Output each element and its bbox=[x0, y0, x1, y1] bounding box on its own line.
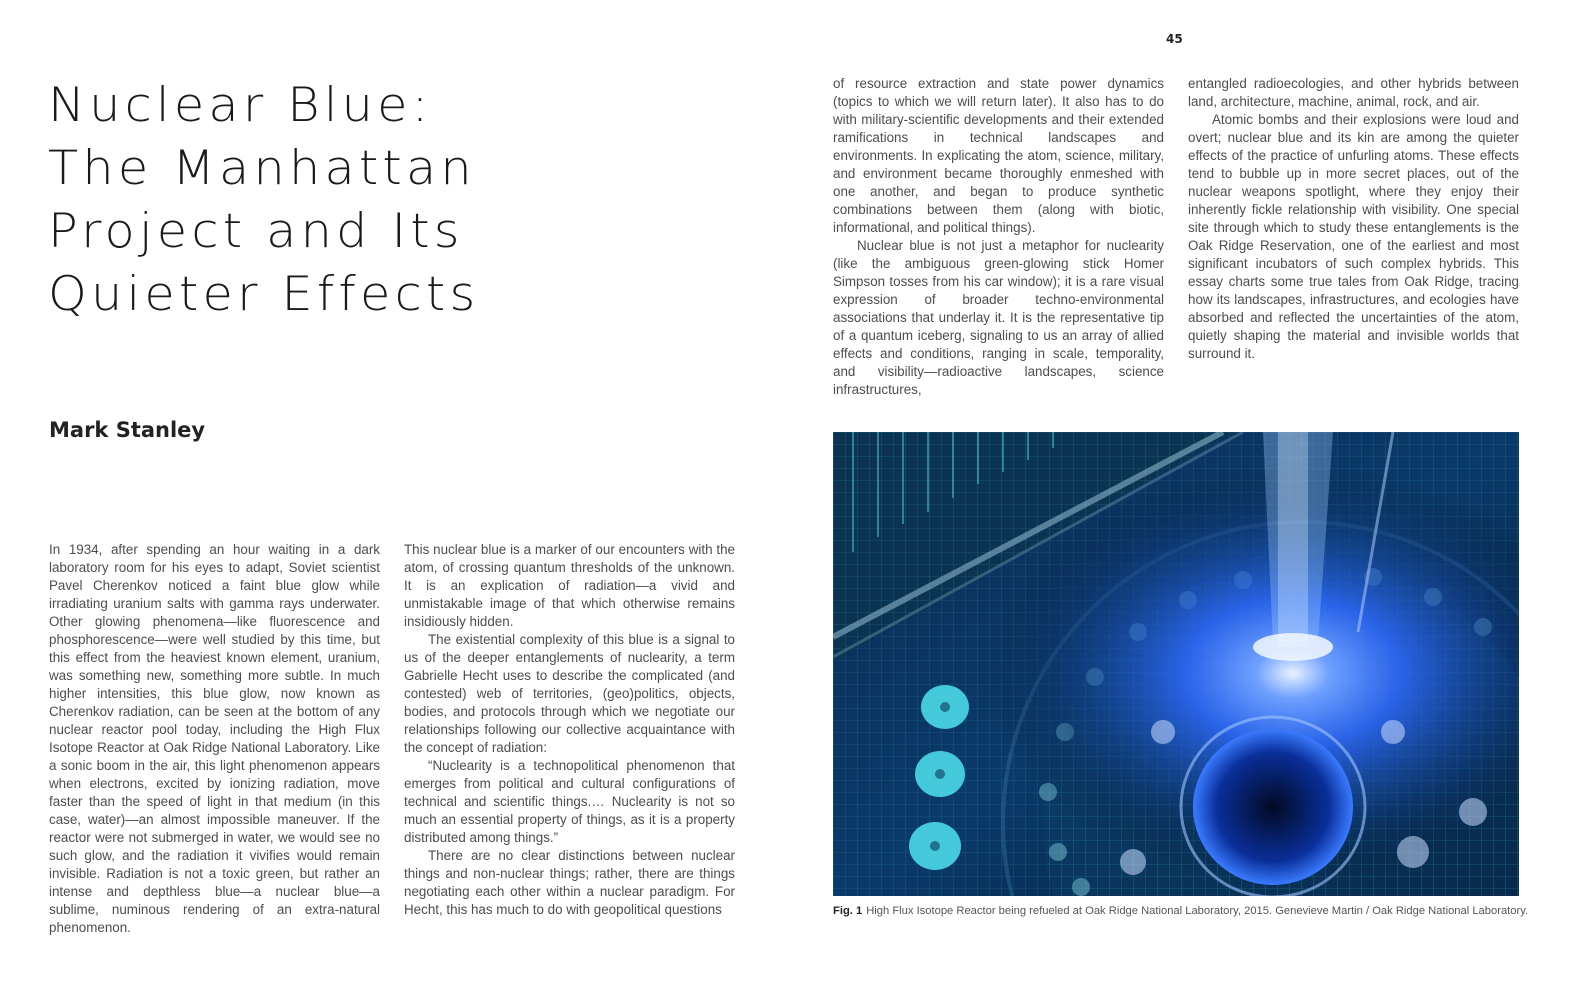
paragraph: of resource extraction and state power dynamics (topics to which we will return later). It also has to do with military-scientific developments and their extended ramifications in technical landscapes and environments. In explicating the atom, science, military, and environment became thoroughly enmeshed with one another, and began to produce synthetic combinations between them (along with biotic, informational, and political things). bbox=[833, 76, 1164, 235]
quote-paragraph: “Nuclearity is a technopolitical phenomenon that emerges from political and cultural configurations of technical and scientific things.… Nuclearity is not so much an essential property of things, as it is a property distributed among things.” bbox=[404, 758, 735, 845]
figure-label: Fig. 1 bbox=[833, 905, 863, 917]
reactor-photo bbox=[833, 432, 1519, 896]
author-name: Mark Stanley bbox=[49, 418, 206, 442]
figure-caption bbox=[833, 905, 1533, 917]
title-line: The Manhattan bbox=[48, 141, 476, 196]
caption-text: High Flux Isotope Reactor being refueled at Oak Ridge National Laboratory, 2015. Genevieve Martin / Oak Ridge National Laboratory. bbox=[866, 905, 1529, 917]
text-column-3 bbox=[833, 75, 1164, 399]
paragraph: Nuclear blue is not just a metaphor for nuclearity (like the ambiguous green-glowing stick Homer Simpson tosses from his car window); it is a rare visual expression of broader techno-environmental associations that underlay it. It is the representative tip of a quantum iceberg, signaling to us an array of allied effects and conditions, ranging in scale, temporality, and visibility—radioactive landscapes, science infrastructures, bbox=[833, 238, 1164, 397]
text-column-4 bbox=[1188, 75, 1519, 363]
paragraph: entangled radioecologies, and other hybrids between land, architecture, machine, animal, rock, and air. bbox=[1188, 76, 1519, 109]
paragraph: Atomic bombs and their explosions were loud and overt; nuclear blue and its kin are among the quieter effects of the practice of unfurling atoms. These effects tend to bubble up in more secret places, out of the nuclear weapons spotlight, where they enjoy their inherently fickle relationship with visibility. One special site through which to study these entanglements is the Oak Ridge Reservation, one of the earliest and most significant incubators of such complex hybrids. This essay charts some true tales from Oak Ridge, tracing how its landscapes, infrastructures, and ecologies have absorbed and reflected the uncertainties of the atom, quietly shaping the material and invisible worlds that surround it. bbox=[1188, 112, 1519, 361]
text-column-2 bbox=[404, 541, 735, 919]
paragraph: There are no clear distinctions between nuclear things and non-nuclear things; rather, there are things negotiating each other within a nuclear paradigm. For Hecht, this has much to do with geopolitical questions bbox=[404, 848, 735, 917]
article-title bbox=[48, 74, 636, 326]
title-line: Nuclear Blue: bbox=[48, 78, 433, 133]
paragraph: The existential complexity of this blue is a signal to us of the deeper entanglements of nuclearity, a term Gabrielle Hecht uses to describe the complicated (and contested) web of territories, (geo)politics, objects, bodies, and protocols through which we negotiate our relationships following our collective acquaintance with the concept of radiation: bbox=[404, 632, 735, 755]
title-line: Quieter Effects bbox=[48, 267, 480, 322]
title-line: Project and Its bbox=[48, 204, 464, 259]
page-number: 45 bbox=[1166, 32, 1183, 46]
paragraph: In 1934, after spending an hour waiting in a dark laboratory room for his eyes to adapt, Soviet scientist Pavel Cherenkov noticed a faint blue glow while irradiating uranium salts with gamma rays underwater. Other glowing phenomena—like fluorescence and phosphorescence—were well studied by this time, but this effect from the heaviest known element, uranium, was something new, something more subtle. In much higher intensities, this blue glow, now known as Cherenkov radiation, can be seen at the bottom of any nuclear reactor pool today, including the High Flux Isotope Reactor at Oak Ridge National Laboratory. Like a sonic boom in the air, this light phenomenon appears when electrons, excited by ionizing radiation, move faster than the speed of light in that medium (in this case, water)—an almost impossible maneuver. If the reactor were not submerged in water, we would see no such glow, and the radiation it vivifies would remain invisible. Radiation is not a toxic green, but rather an intense and depthless blue—a nuclear blue—a sublime, numinous rendering of an extra-natural phenomenon. bbox=[49, 542, 380, 935]
reactor-photo-illustration bbox=[833, 432, 1519, 896]
paragraph: This nuclear blue is a marker of our encounters with the atom, of crossing quantum thresholds of the unknown. It is an explication of radiation—a vivid and unmistakable image of that which otherwise remains insidiously hidden. bbox=[404, 542, 735, 629]
text-column-1 bbox=[49, 541, 380, 937]
